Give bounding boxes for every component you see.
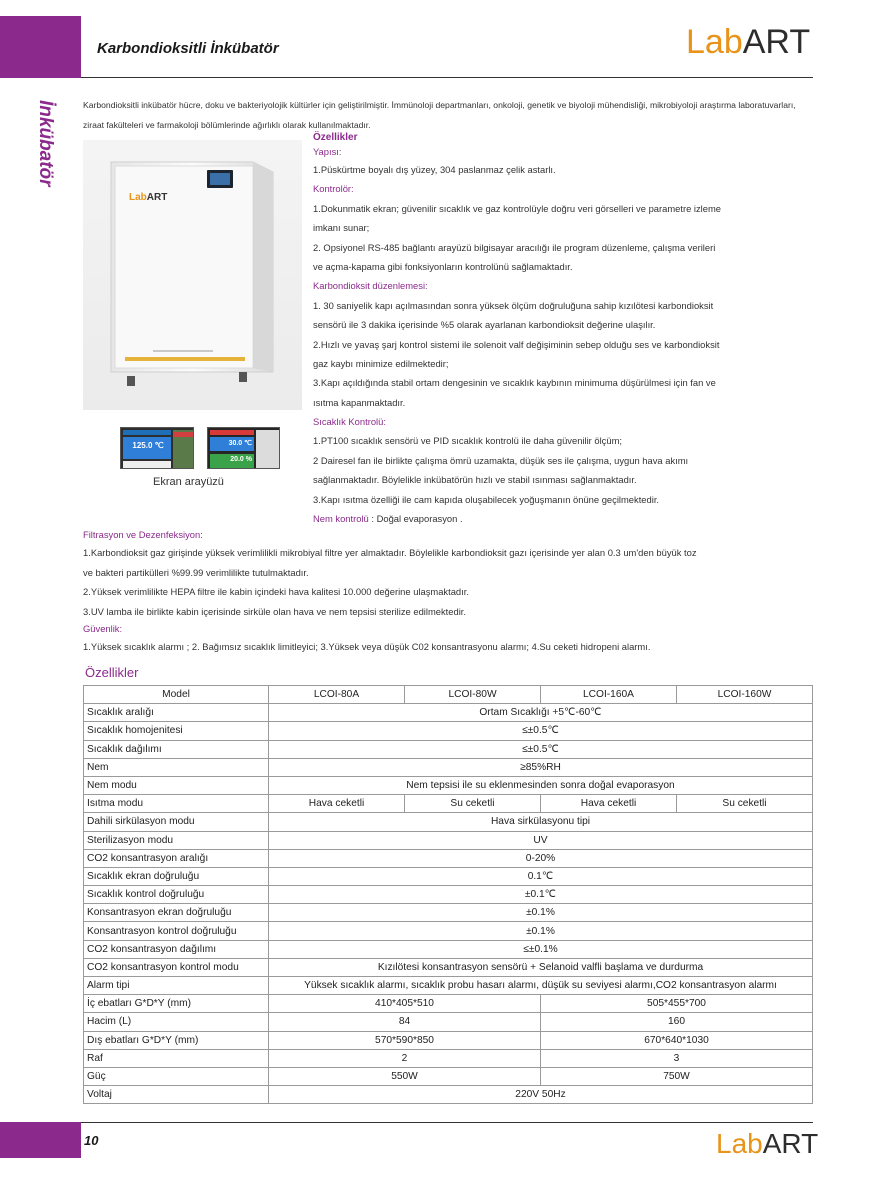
row-value-small: 570*590*850 [269,1031,541,1049]
table-row [84,704,813,722]
row-label: Nem [84,758,269,776]
screens-caption: Ekran arayüzü [153,476,224,488]
header-cell-model-4: LCOI-160W [677,686,813,704]
table-row [84,904,813,922]
row-value: Hava ceketli [541,795,677,813]
row-label: CO2 konsantrasyon kontrol modu [84,958,269,976]
header-cell-model: Model [84,686,269,704]
row-value: ≥85%RH [269,758,813,776]
row-label: Dış ebatları G*D*Y (mm) [84,1031,269,1049]
intro-paragraph: Karbondioksitli inkübatör hücre, doku ve bakteriyolojik kültürler için geliştirilmiştir. İmmünoloji departmanları, onkoloji, genetik ve biyoloji mühendisliği, mikrobiyoloji araştırma laboratuvarları, ziraat fakülteleri ve farmakoloji bölümlerinde ağırlıklı olarak kullanılmaktadır. [83,100,796,130]
table-row [84,867,813,885]
table-row [84,1049,813,1067]
row-value: 0-20% [269,849,813,867]
row-value: ±0.1% [269,922,813,940]
row-label: Hacim (L) [84,1013,269,1031]
row-value: UV [269,831,813,849]
header-divider [81,77,813,78]
row-value: Nem tepsisi ile su eklenmesinden sonra doğal evaporasyon [269,776,813,794]
row-value: 0.1℃ [269,867,813,885]
row-label: Isıtma modu [84,795,269,813]
co2-item-1b: sensörü ile 3 dakika içerisinde %5 olarak ayarlanan karbondioksit değerine ulaşılır. [313,319,656,331]
screen2-co2-value: 20.0 % [230,456,252,463]
spec-heading: Özellikler [85,665,139,680]
page-number: 10 [84,1133,99,1148]
row-value: Yüksek sıcaklık alarmı, sıcaklık probu hasarı alarmı, düşük su seviyesi alarmı,CO2 konsantrasyon alarmı [269,977,813,995]
co2-item-2a: 2.Hızlı ve yavaş şarj kontrol sistemi ile solenoit valf değişiminin sebep olduğu ses ve karbondioksit [313,338,720,350]
product-brand-lab: Lab [129,192,147,203]
row-value-large: 670*640*1030 [541,1031,813,1049]
row-label: Dahili sirkülasyon modu [84,813,269,831]
co2-item-3b: ısıtma kapanmaktadır. [313,396,406,408]
co2-item-3a: 3.Kapı açıldığında stabil ortam dengesinin ve sıcaklık kaybının minimuma düşürülmesi için fan ve [313,377,716,389]
row-value: Su ceketli [677,795,813,813]
footer-accent-block [0,1122,81,1158]
table-row [84,886,813,904]
structure-item-1: 1.Püskürtme boyalı dış yüzey, 304 paslanmaz çelik astarlı. [313,164,556,175]
row-label: Raf [84,1049,269,1067]
row-label: Voltaj [84,1086,269,1104]
row-value-large: 3 [541,1049,813,1067]
humidity-heading: Nem kontrolü [313,513,369,525]
screen2-side-panel [256,430,279,468]
screen2-temp-value: 30.0 ℃ [228,440,252,447]
table-row [84,740,813,758]
table-row [84,776,813,794]
table-row [84,922,813,940]
side-label-text: İnkübatör [35,100,56,187]
row-value: ≤±0.1% [269,940,813,958]
table-row [84,958,813,976]
filtration-item-2: 2.Yüksek verimlilikte HEPA filtre ile kabin içindeki hava kalitesi 10.000 değerine ulaşmaktadır. [83,586,469,597]
product-brand-art: ART [146,192,168,203]
co2-item-1a: 1. 30 saniyelik kapı açılmasından sonra yüksek ölçüm doğruluğuna sahip kızılötesi karbondioksit [313,299,714,311]
footer-divider [81,1122,813,1123]
features-heading: Özellikler [313,132,358,143]
table-row [84,1067,813,1085]
row-label: Sterilizasyon modu [84,831,269,849]
page-title: Karbondioksitli İnkübatör [97,40,279,57]
table-header-row [84,686,813,704]
filtration-heading: Filtrasyon ve Dezenfeksiyon: [83,529,203,540]
row-label: Sıcaklık dağılımı [84,740,269,758]
row-value: ±0.1℃ [269,886,813,904]
controller-item-2a: 2. Opsiyonel RS-485 bağlantı arayüzü bilgisayar aracılığı ile program düzenleme, çalışma verileri [313,241,716,253]
header-cell-model-3: LCOI-160A [541,686,677,704]
footer-brand-logo [716,1130,818,1158]
co2-item-2b: gaz kaybı minimize edilmektedir; [313,357,449,369]
row-label: Sıcaklık aralığı [84,704,269,722]
row-value-large: 505*455*700 [541,995,813,1013]
table-row [84,940,813,958]
temp-item-2a: 2 Dairesel fan ile birlikte çalışma ömrü uzamakta, düşük ses ile çalışma, uygun hava akımı [313,454,689,466]
row-label: Konsantrasyon kontrol doğruluğu [84,922,269,940]
screen1-alarm-tag [173,432,193,437]
filtration-item-1b: ve bakteri partikülleri %99.99 verimlilikte tutulmaktadır. [83,566,309,578]
header-accent-block [0,16,81,78]
footer-logo-art: ART [762,1128,819,1159]
filtration-item-3: 3.UV lamba ile birlikte kabin içerisinde sirküle olan hava ve nem tepsisi sterilize edilmektedir. [83,605,466,617]
table-row [84,831,813,849]
row-value-large: 750W [541,1067,813,1085]
row-value: Ortam Sıcaklığı +5℃-60℃ [269,704,813,722]
temp-item-3: 3.Kapı ısıtma özelliği ile cam kapıda oluşabilecek yoğuşmanın önüne geçilmektedir. [313,493,660,505]
humidity-line [313,509,813,528]
row-label: CO2 konsantrasyon dağılımı [84,940,269,958]
header-cell-model-1: LCOI-80A [269,686,405,704]
screen1-temp-value: 125.0 ℃ [132,441,164,450]
row-value-small: 84 [269,1013,541,1031]
controller-item-1b: imkanı sunar; [313,222,370,234]
row-value-large: 160 [541,1013,813,1031]
screen2-topbar [210,430,254,435]
table-row [84,995,813,1013]
table-row [84,849,813,867]
row-value: Su ceketli [405,795,541,813]
row-value: Hava ceketli [269,795,405,813]
table-row [84,1013,813,1031]
filtration-section [83,527,818,657]
header-cell-model-2: LCOI-80W [405,686,541,704]
screen-interface-1 [120,427,194,469]
product-brand-label [129,192,167,203]
row-value-small: 2 [269,1049,541,1067]
table-row [84,758,813,776]
row-value: Hava sirkülasyonu tipi [269,813,813,831]
row-value: Kızılötesi konsantrasyon sensörü + Selanoid valfli başlama ve durdurma [269,958,813,976]
row-value: 220V 50Hz [269,1086,813,1104]
humidity-value: : Doğal evaporasyon . [368,513,463,525]
row-label: Sıcaklık homojenitesi [84,722,269,740]
structure-heading: Yapısı: [313,146,342,157]
row-label: Sıcaklık kontrol doğruluğu [84,886,269,904]
row-value-small: 550W [269,1067,541,1085]
temp-item-1: 1.PT100 sıcaklık sensörü ve PID sıcaklık kontrolü ile daha güvenilir ölçüm; [313,435,622,447]
temp-heading: Sıcaklık Kontrolü: [313,416,386,428]
spec-table [83,685,813,1104]
logo-lab-text: Lab [686,23,743,61]
filtration-item-1a: 1.Karbondioksit gaz girişinde yüksek verimlilikli mikrobiyal filtre yer almaktadır. Böylelikle karbondioksit gazı içerisinde yer alan 0.3 um'den büyük toz [83,547,697,558]
row-value: ±0.1% [269,904,813,922]
footer-logo-lab: Lab [716,1128,763,1159]
features-section [313,132,813,528]
row-label: Güç [84,1067,269,1085]
row-label: Alarm tipi [84,977,269,995]
row-label: Sıcaklık ekran doğruluğu [84,867,269,885]
row-value: ≤±0.5℃ [269,740,813,758]
brand-logo [686,25,810,59]
row-label: Konsantrasyon ekran doğruluğu [84,904,269,922]
row-label: Nem modu [84,776,269,794]
row-label: İç ebatları G*D*Y (mm) [84,995,269,1013]
screen1-bottombar [123,461,171,468]
screen-interface-2 [207,427,280,469]
table-row [84,722,813,740]
controller-item-1a: 1.Dokunmatik ekran; güvenilir sıcaklık ve gaz kontrolüyle doğru veri görselleri ve parametre izleme [313,202,721,214]
table-row [84,1031,813,1049]
incubator-illustration [83,140,302,410]
row-value: ≤±0.5℃ [269,722,813,740]
table-row [84,977,813,995]
table-row [84,813,813,831]
co2-heading: Karbondioksit düzenlemesi: [313,280,428,292]
product-photo [83,140,302,410]
table-row [84,795,813,813]
safety-item-1: 1.Yüksek sıcaklık alarmı ; 2. Bağımsız sıcaklık limitleyici; 3.Yüksek veya düşük C02 konsantrasyonu alarmı; 4.Su ceketi hidropeni alarmı. [83,641,651,652]
controller-heading: Kontrolör: [313,183,354,195]
logo-art-text: ART [742,23,811,61]
side-category-label [30,100,60,200]
safety-heading: Güvenlik: [83,623,123,634]
row-label: CO2 konsantrasyon aralığı [84,849,269,867]
row-value-small: 410*405*510 [269,995,541,1013]
controller-item-2b: ve açma-kapama gibi fonksiyonların kontrolünü sağlamaktadır. [313,260,573,272]
temp-item-2b: sağlanmaktadır. Böylelikle inkübatörün hızlı ve stabil ısınması sağlanmaktadır. [313,474,637,486]
table-row [84,1086,813,1104]
screen1-topbar [123,430,171,435]
